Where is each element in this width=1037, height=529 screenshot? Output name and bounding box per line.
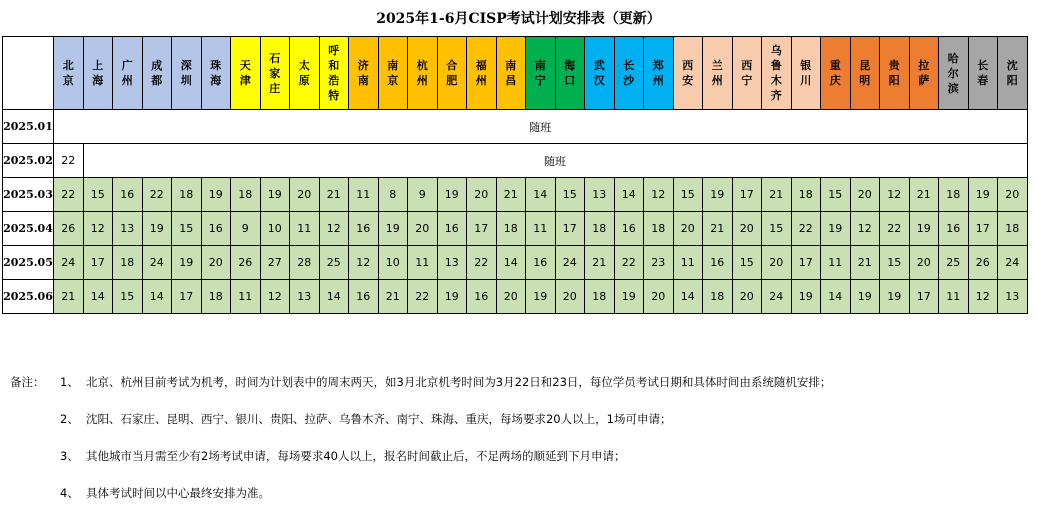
city-name: 武汉 (593, 59, 605, 87)
city-name: 长沙 (623, 59, 635, 87)
city-header (260, 37, 290, 110)
date-cell: 11 (349, 178, 379, 212)
date-cell: 18 (585, 212, 615, 246)
date-cell: 18 (496, 212, 526, 246)
date-cell: 10 (260, 212, 290, 246)
date-cell: 15 (83, 178, 113, 212)
date-cell: 19 (968, 178, 998, 212)
city-header (290, 37, 320, 110)
date-cell: 22 (880, 212, 910, 246)
date-cell: 22 (408, 280, 438, 314)
city-name: 郑州 (652, 59, 664, 87)
note-number: 3、 (60, 449, 79, 463)
date-cell: 15 (673, 178, 703, 212)
date-cell: 19 (821, 212, 851, 246)
date-cell: 12 (880, 178, 910, 212)
city-name: 西安 (682, 59, 694, 87)
date-cell: 19 (614, 280, 644, 314)
date-cell: 13 (290, 280, 320, 314)
date-cell: 14 (673, 280, 703, 314)
date-cell: 13 (113, 212, 143, 246)
note-number: 2、 (60, 412, 79, 426)
date-cell: 14 (614, 178, 644, 212)
date-cell: 18 (231, 178, 261, 212)
table-row (3, 280, 1028, 314)
date-cell: 22 (54, 144, 84, 178)
city-name: 南京 (387, 59, 399, 87)
date-cell: 17 (732, 178, 762, 212)
date-cell: 12 (260, 280, 290, 314)
date-cell: 21 (703, 212, 733, 246)
city-header (673, 37, 703, 110)
date-cell: 19 (172, 246, 202, 280)
date-cell: 26 (968, 246, 998, 280)
month-label: 2025.01 (3, 110, 54, 144)
header-row (3, 37, 1028, 110)
date-cell: 25 (319, 246, 349, 280)
city-header (113, 37, 143, 110)
city-header (319, 37, 349, 110)
date-cell: 19 (437, 280, 467, 314)
city-name: 银川 (800, 59, 812, 87)
date-cell: 20 (555, 280, 585, 314)
date-cell: 16 (437, 212, 467, 246)
city-header (526, 37, 556, 110)
date-cell: 20 (909, 246, 939, 280)
city-name: 杭州 (416, 59, 428, 87)
date-cell: 24 (762, 280, 792, 314)
city-name: 珠海 (210, 59, 222, 87)
date-cell: 9 (408, 178, 438, 212)
month-label: 2025.03 (3, 178, 54, 212)
date-cell: 15 (732, 246, 762, 280)
city-header (939, 37, 969, 110)
city-header (732, 37, 762, 110)
city-name: 乌鲁木齐 (770, 44, 782, 102)
date-cell: 11 (408, 246, 438, 280)
date-cell: 12 (349, 246, 379, 280)
date-cell: 16 (201, 212, 231, 246)
date-cell: 15 (172, 212, 202, 246)
date-cell: 15 (880, 246, 910, 280)
date-cell: 21 (319, 178, 349, 212)
city-name: 上海 (92, 59, 104, 87)
date-cell: 21 (850, 246, 880, 280)
exam-schedule-table (2, 36, 1028, 314)
date-cell: 16 (614, 212, 644, 246)
city-header (555, 37, 585, 110)
city-name: 呼和浩特 (328, 44, 340, 102)
city-name: 哈尔滨 (947, 51, 959, 95)
city-name: 太原 (298, 59, 310, 87)
date-cell: 16 (349, 280, 379, 314)
month-label: 2025.06 (3, 280, 54, 314)
date-cell: 20 (673, 212, 703, 246)
date-cell: 9 (231, 212, 261, 246)
city-name: 西宁 (741, 59, 753, 87)
date-cell: 12 (850, 212, 880, 246)
city-name: 成都 (151, 59, 163, 87)
city-name: 合肥 (446, 59, 458, 87)
date-cell: 14 (142, 280, 172, 314)
date-cell: 15 (113, 280, 143, 314)
city-header (83, 37, 113, 110)
date-cell: 24 (555, 246, 585, 280)
date-cell: 22 (614, 246, 644, 280)
city-header (968, 37, 998, 110)
city-name: 贵阳 (888, 59, 900, 87)
date-cell: 20 (850, 178, 880, 212)
date-cell: 18 (998, 212, 1028, 246)
date-cell: 11 (673, 246, 703, 280)
city-name: 石家庄 (269, 51, 281, 95)
city-header (909, 37, 939, 110)
city-header (821, 37, 851, 110)
city-header (54, 37, 84, 110)
date-cell: 18 (201, 280, 231, 314)
date-cell: 20 (496, 280, 526, 314)
city-name: 南宁 (534, 59, 546, 87)
city-header (437, 37, 467, 110)
date-cell: 13 (998, 280, 1028, 314)
date-cell: 19 (909, 212, 939, 246)
date-cell: 19 (378, 212, 408, 246)
date-cell: 18 (585, 280, 615, 314)
month-label: 2025.02 (3, 144, 54, 178)
city-name: 济南 (357, 59, 369, 87)
date-cell: 19 (850, 280, 880, 314)
date-cell: 20 (998, 178, 1028, 212)
date-cell: 16 (113, 178, 143, 212)
date-cell: 28 (290, 246, 320, 280)
city-name: 北京 (62, 59, 74, 87)
city-header (172, 37, 202, 110)
city-name: 重庆 (829, 59, 841, 87)
city-header (496, 37, 526, 110)
date-cell: 19 (142, 212, 172, 246)
city-header (998, 37, 1028, 110)
date-cell: 18 (939, 178, 969, 212)
city-header (614, 37, 644, 110)
city-header (201, 37, 231, 110)
follow-class-cell: 随班 (54, 110, 1028, 144)
city-header (378, 37, 408, 110)
city-header (762, 37, 792, 110)
city-name: 拉萨 (918, 59, 930, 87)
date-cell: 11 (526, 212, 556, 246)
city-header (703, 37, 733, 110)
date-cell: 26 (54, 212, 84, 246)
date-cell: 14 (83, 280, 113, 314)
table-row (3, 144, 1028, 178)
date-cell: 23 (644, 246, 674, 280)
city-name: 昆明 (859, 59, 871, 87)
date-cell: 17 (555, 212, 585, 246)
date-cell: 21 (496, 178, 526, 212)
city-header (644, 37, 674, 110)
date-cell: 11 (821, 246, 851, 280)
city-header (791, 37, 821, 110)
month-label: 2025.04 (3, 212, 54, 246)
date-cell: 22 (791, 212, 821, 246)
date-cell: 21 (585, 246, 615, 280)
city-name: 海口 (564, 59, 576, 87)
date-cell: 18 (644, 212, 674, 246)
date-cell: 19 (791, 280, 821, 314)
date-cell: 17 (467, 212, 497, 246)
date-cell: 20 (290, 178, 320, 212)
date-cell: 16 (467, 280, 497, 314)
date-cell: 20 (467, 178, 497, 212)
date-cell: 20 (732, 212, 762, 246)
date-cell: 24 (54, 246, 84, 280)
city-header (142, 37, 172, 110)
city-header (467, 37, 497, 110)
date-cell: 20 (408, 212, 438, 246)
date-cell: 19 (260, 178, 290, 212)
note-text: 其他城市当月需至少有2场考试申请，每场要求40人以上，报名时间截止后，不足两场的顺延到下月申请； (86, 449, 626, 463)
date-cell: 14 (319, 280, 349, 314)
date-cell: 17 (172, 280, 202, 314)
date-cell: 18 (113, 246, 143, 280)
date-cell: 24 (998, 246, 1028, 280)
notes-label: 备注： (10, 375, 45, 389)
date-cell: 17 (909, 280, 939, 314)
date-cell: 16 (703, 246, 733, 280)
date-cell: 19 (437, 178, 467, 212)
note-number: 1、 (60, 375, 79, 389)
date-cell: 20 (732, 280, 762, 314)
date-cell: 8 (378, 178, 408, 212)
date-cell: 22 (54, 178, 84, 212)
follow-class-cell: 随班 (83, 144, 1027, 178)
city-name: 天津 (239, 59, 251, 87)
city-name: 长春 (977, 59, 989, 87)
table-row (3, 246, 1028, 280)
table-row (3, 110, 1028, 144)
note-text: 具体考试时间以中心最终安排为准。 (86, 486, 270, 500)
city-header (585, 37, 615, 110)
date-cell: 13 (437, 246, 467, 280)
table-row (3, 212, 1028, 246)
date-cell: 27 (260, 246, 290, 280)
date-cell: 14 (496, 246, 526, 280)
date-cell: 24 (142, 246, 172, 280)
date-cell: 11 (231, 280, 261, 314)
date-cell: 21 (762, 178, 792, 212)
date-cell: 13 (585, 178, 615, 212)
note-text: 北京、杭州目前考试为机考，时间为计划表中的周末两天，如3月北京机考时间为3月22日和23日，每位学员考试日期和具体时间由系统随机安排； (86, 375, 832, 389)
date-cell: 14 (821, 280, 851, 314)
date-cell: 15 (555, 178, 585, 212)
date-cell: 17 (791, 246, 821, 280)
date-cell: 15 (821, 178, 851, 212)
date-cell: 18 (791, 178, 821, 212)
date-cell: 12 (644, 178, 674, 212)
date-cell: 18 (703, 280, 733, 314)
city-name: 福州 (475, 59, 487, 87)
city-name: 广州 (121, 59, 133, 87)
date-cell: 22 (142, 178, 172, 212)
date-cell: 21 (378, 280, 408, 314)
date-cell: 26 (231, 246, 261, 280)
date-cell: 15 (762, 212, 792, 246)
date-cell: 17 (968, 212, 998, 246)
page-title: 2025年1-6月CISP考试计划安排表（更新） (376, 11, 661, 27)
date-cell: 16 (349, 212, 379, 246)
date-cell: 20 (644, 280, 674, 314)
date-cell: 16 (526, 246, 556, 280)
date-cell: 17 (83, 246, 113, 280)
table-row (3, 178, 1028, 212)
date-cell: 18 (172, 178, 202, 212)
city-name: 深圳 (180, 59, 192, 87)
note-text: 沈阳、石家庄、昆明、西宁、银川、贵阳、拉萨、乌鲁木齐、南宁、珠海、重庆，每场要求20人以上，1场可申请； (86, 412, 672, 426)
date-cell: 19 (703, 178, 733, 212)
note-number: 4、 (60, 486, 79, 500)
month-label: 2025.05 (3, 246, 54, 280)
city-header (349, 37, 379, 110)
date-cell: 20 (201, 246, 231, 280)
city-name: 沈阳 (1006, 59, 1018, 87)
date-cell: 11 (939, 280, 969, 314)
city-header (880, 37, 910, 110)
date-cell: 12 (83, 212, 113, 246)
corner-cell (3, 37, 54, 110)
city-name: 兰州 (711, 59, 723, 87)
date-cell: 19 (880, 280, 910, 314)
date-cell: 10 (378, 246, 408, 280)
city-name: 南昌 (505, 59, 517, 87)
date-cell: 20 (762, 246, 792, 280)
date-cell: 19 (526, 280, 556, 314)
city-header (408, 37, 438, 110)
date-cell: 16 (939, 212, 969, 246)
date-cell: 12 (968, 280, 998, 314)
date-cell: 25 (939, 246, 969, 280)
city-header (231, 37, 261, 110)
date-cell: 22 (467, 246, 497, 280)
date-cell: 12 (319, 212, 349, 246)
date-cell: 21 (54, 280, 84, 314)
date-cell: 21 (909, 178, 939, 212)
date-cell: 19 (201, 178, 231, 212)
date-cell: 14 (526, 178, 556, 212)
city-header (850, 37, 880, 110)
date-cell: 11 (290, 212, 320, 246)
